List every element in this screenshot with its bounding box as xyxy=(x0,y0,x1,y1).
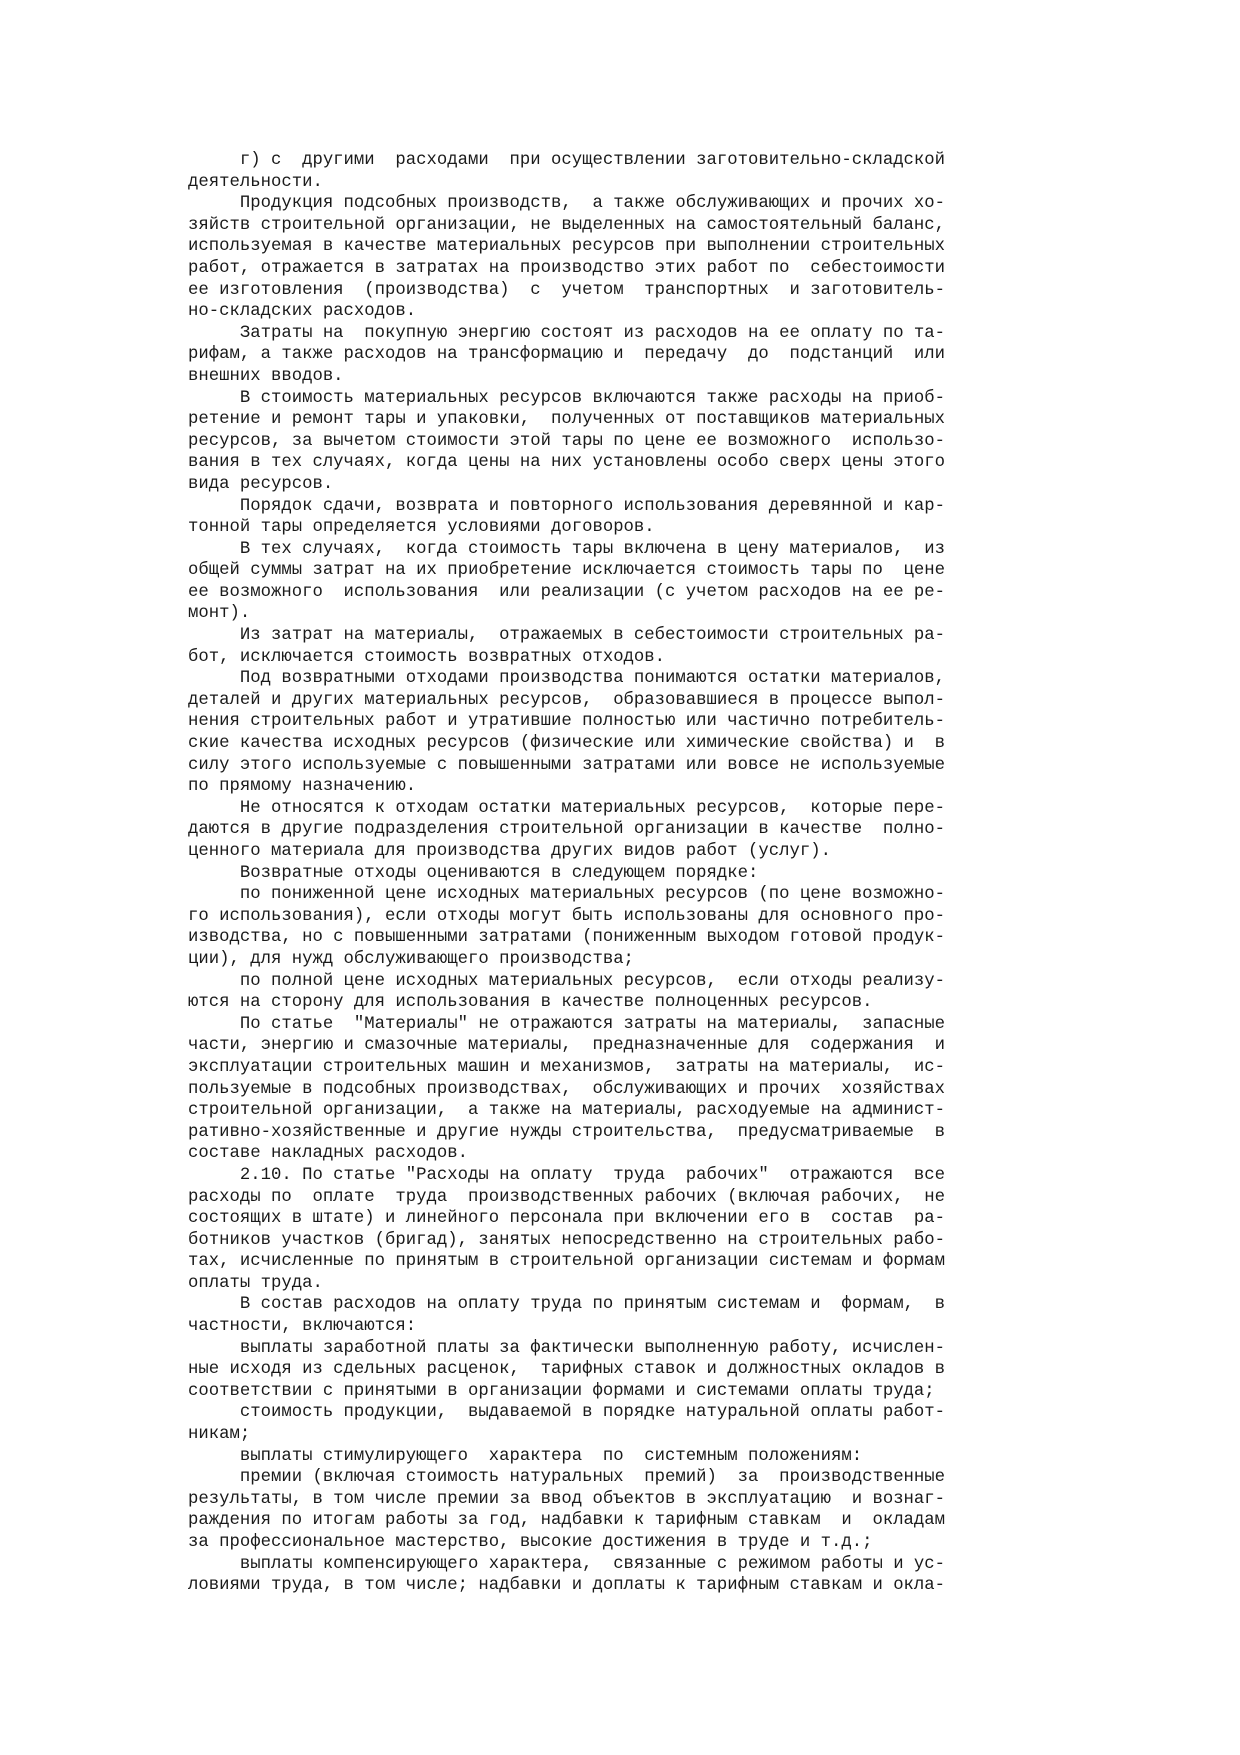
text-line: ретение и ремонт тары и упаковки, полученных от поставщиков материальных xyxy=(188,410,946,430)
text-line: расходы по оплате труда производственных рабочих (включая рабочих, не xyxy=(188,1187,946,1207)
text-line: Из затрат на материалы, отражаемых в себестоимости строительных ра- xyxy=(188,626,946,646)
text-line: вания в тех случаях, когда цены на них установлены особо сверх цены этого xyxy=(188,453,946,473)
text-line: В стоимость материальных ресурсов включаются также расходы на приоб- xyxy=(188,388,946,408)
text-line: 2.10. По статье "Расходы на оплату труда рабочих" отражаются все xyxy=(188,1165,946,1185)
text-line: тонной тары определяется условиями договоров. xyxy=(188,518,655,538)
text-line: ценного материала для производства других видов работ (услуг). xyxy=(188,842,831,861)
text-line: В состав расходов на оплату труда по принятым системам и формам, в xyxy=(188,1295,946,1315)
text-line: внешних вводов. xyxy=(188,366,344,386)
text-line: по пониженной цене исходных материальных ресурсов (по цене возможно- xyxy=(188,885,946,905)
text-line: Затраты на покупную энергию состоят из расходов на ее оплату по та- xyxy=(188,323,946,343)
text-line: премии (включая стоимость натуральных премий) за производственные xyxy=(188,1468,946,1488)
text-line: По статье "Материалы" не отражаются затраты на материалы, запасные xyxy=(188,1014,946,1034)
text-line: Продукция подсобных производств, а также обслуживающих и прочих хо- xyxy=(188,194,946,214)
text-line: по прямому назначению. xyxy=(188,777,417,797)
text-line: Не относятся к отходам остатки материальных ресурсов, которые пере- xyxy=(188,798,946,818)
text-line: используемая в качестве материальных ресурсов при выполнении строительных xyxy=(188,237,946,257)
text-line: выплаты компенсирующего характера, связанные с режимом работы и ус- xyxy=(188,1554,946,1574)
text-line: составе накладных расходов. xyxy=(188,1144,469,1164)
text-line: частности, включаются: xyxy=(188,1317,417,1337)
text-line: состоящих в штате) и линейного персонала при включении его в состав ра- xyxy=(188,1209,946,1229)
text-line: но-складских расходов. xyxy=(188,302,417,322)
text-line: нения строительных работ и утратившие полностью или частично потребитель- xyxy=(188,712,946,732)
text-line: раждения по итогам работы за год, надбавки к тарифным ставкам и окладам xyxy=(188,1511,946,1531)
text-line: ративно-хозяйственные и другие нужды строительства, предусматриваемые в xyxy=(188,1122,946,1142)
text-line: ботников участков (бригад), занятых непосредственно на строительных рабо- xyxy=(188,1230,946,1250)
text-line: выплаты стимулирующего характера по системным положениям: xyxy=(188,1446,863,1466)
text-line: рифам, а также расходов на трансформацию и передачу до подстанций или xyxy=(188,345,946,365)
text-line: стоимость продукции, выдаваемой в порядке натуральной оплаты работ- xyxy=(188,1403,946,1423)
text-line: тах, исчисленные по принятым в строительной организации системам и формам xyxy=(188,1252,946,1272)
text-line: монт). xyxy=(188,604,251,624)
text-line: силу этого используемые с повышенными затратами или вовсе не используемые xyxy=(188,755,946,775)
text-line: Порядок сдачи, возврата и повторного использования деревянной и кар- xyxy=(188,496,946,516)
text-line: бот, исключается стоимость возвратных отходов. xyxy=(188,647,666,667)
text-line: работ, отражается в затратах на производство этих работ по себестоимости xyxy=(188,258,946,278)
text-line: ее изготовления (производства) с учетом транспортных и заготовитель- xyxy=(188,280,946,300)
text-line: ресурсов, за вычетом стоимости этой тары по цене ее возможного использо- xyxy=(188,431,946,451)
text-line: вида ресурсов. xyxy=(188,474,334,494)
text-line: строительной организации, а также на материалы, расходуемые на админист- xyxy=(188,1101,946,1121)
text-line: результаты, в том числе премии за ввод объектов в эксплуатацию и вознаг- xyxy=(188,1489,946,1509)
text-line: выплаты заработной платы за фактически выполненную работу, исчислен- xyxy=(188,1338,946,1358)
text-line: никам; xyxy=(188,1425,251,1445)
text-line: ются на сторону для использования в качестве полноценных ресурсов. xyxy=(188,993,873,1013)
text-line: за профессиональное мастерство, высокие достижения в труде и т.д.; xyxy=(188,1533,873,1552)
text-line: Под возвратными отходами производства понимаются остатки материалов, xyxy=(188,669,946,689)
text-line: изводства, но с повышенными затратами (пониженным выходом готовой продук- xyxy=(188,928,946,948)
text-line: ловиями труда, в том числе; надбавки и доплаты к тарифным ставкам и окла- xyxy=(188,1576,946,1596)
document-text xyxy=(188,150,1038,1597)
text-line: оплаты труда. xyxy=(188,1273,323,1293)
text-line: ные исходя из сдельных расценок, тарифных ставок и должностных окладов в xyxy=(188,1360,946,1380)
text-line: г) с другими расходами при осуществлении заготовительно-складской xyxy=(188,151,946,170)
text-line: соответствии с принятыми в организации формами и системами оплаты труда; xyxy=(188,1381,935,1401)
text-line: ции), для нужд обслуживающего производства; xyxy=(188,949,634,969)
text-line: деталей и других материальных ресурсов, образовавшиеся в процессе выпол- xyxy=(188,690,946,710)
text-line: деятельности. xyxy=(188,172,323,192)
text-line: общей суммы затрат на их приобретение исключается стоимость тары по цене xyxy=(188,561,946,581)
text-line: го использования), если отходы могут быть использованы для основного про- xyxy=(188,906,946,926)
text-line: зяйств строительной организации, не выделенных на самостоятельный баланс, xyxy=(188,215,946,235)
text-line: пользуемые в подсобных производствах, обслуживающих и прочих хозяйствах xyxy=(188,1079,946,1099)
text-line: даются в другие подразделения строительной организации в качестве полно- xyxy=(188,820,946,840)
text-line: Возвратные отходы оцениваются в следующем порядке: xyxy=(188,863,759,883)
text-line: эксплуатации строительных машин и механизмов, затраты на материалы, ис- xyxy=(188,1057,946,1077)
text-line: В тех случаях, когда стоимость тары включена в цену материалов, из xyxy=(188,539,946,559)
text-line: ские качества исходных ресурсов (физические или химические свойства) и в xyxy=(188,734,946,754)
text-line: ее возможного использования или реализации (с учетом расходов на ее ре- xyxy=(188,582,946,602)
text-line: по полной цене исходных материальных ресурсов, если отходы реализу- xyxy=(188,971,946,991)
text-line: части, энергию и смазочные материалы, предназначенные для содержания и xyxy=(188,1036,946,1056)
